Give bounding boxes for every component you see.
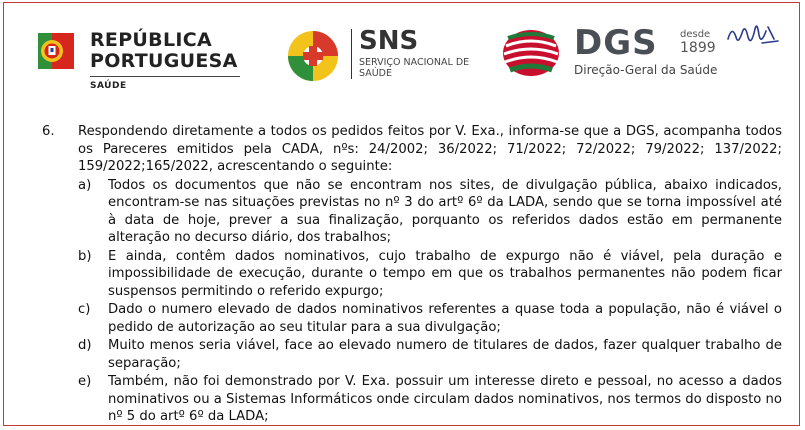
subitem-label: d)	[78, 338, 92, 353]
sns-emblem-icon	[286, 29, 340, 83]
item-number: 6.	[42, 124, 55, 139]
dgs-logo	[502, 25, 742, 85]
republica-portuguesa-wordmark	[90, 30, 238, 72]
portuguesa-line: PORTUGUESA	[90, 50, 238, 72]
subitem-label: a)	[78, 177, 92, 193]
item-text: Respondendo diretamente a todos os pedidos feitos por V. Exa., informa-se que a DGS, acompanha todos os Pareceres emitidos pela CADA, nºs: 24/2002; 36/2022; 71/2022; 72/2022; 79/2022; 137/2022; 159/2022;165/2022, acrescentando o seguinte:	[78, 124, 782, 174]
saude-label: SAÚDE	[90, 81, 127, 91]
dgs-since	[680, 29, 716, 55]
document-body	[42, 123, 782, 426]
subitem-text: Dado o numero elevado de dados nominativos referentes a quase toda a população, não é viável o pedido de autorização ao seu titular para a sua divulgação;	[108, 302, 782, 335]
subitem-label: b)	[78, 248, 92, 264]
subitem-text: Também, não foi demonstrado por V. Exa. possuir um interesse direto e pessoal, no acesso a dados nominativos ou a Sistemas Informáticos onde circulam dados nominativos, nos termos do disposto no nº 5 do artº 6º da LADA;	[108, 374, 782, 424]
subitem-e	[78, 373, 782, 426]
subitem-c	[78, 301, 782, 336]
divider	[351, 29, 352, 79]
dgs-title: DGS	[574, 23, 658, 63]
portuguese-coat-of-arms-icon	[38, 29, 78, 73]
divider	[90, 76, 240, 77]
sns-title: SNS	[359, 26, 419, 56]
dgs-subtitle: Direção-Geral da Saúde	[574, 63, 718, 77]
subitem-a	[78, 177, 782, 247]
list-item	[42, 123, 782, 176]
sns-subtitle: SERVIÇO NACIONAL DE SAÚDE	[359, 57, 470, 79]
sns-logo	[286, 27, 486, 87]
subitem-label: c)	[78, 302, 91, 317]
subitem-b	[78, 248, 782, 301]
dgs-emblem-icon	[502, 28, 560, 78]
republica-portuguesa-logo	[38, 27, 248, 97]
republica-line: REPÚBLICA	[90, 29, 212, 51]
subitem-text: E ainda, contêm dados nominativos, cujo trabalho de expurgo não é viável, pela duração e impossibilidade de execução, durante o tempo em que os trabalhos permanentes não podem ficar suspensos permitindo o referido expurgo;	[108, 248, 782, 299]
subitem-label: e)	[78, 374, 92, 389]
document-page	[3, 2, 800, 426]
subitem-text: Muito menos seria viável, face ao elevado numero de titulares de dados, fazer qualquer trabalho de separação;	[108, 338, 782, 371]
subitem-d	[78, 337, 782, 372]
dgs-since-year: 1899	[680, 40, 716, 56]
dgs-since-label: desde	[680, 29, 711, 40]
subitem-text: Todos os documentos que não se encontram nos sites, de divulgação pública, abaixo indicados, encontram-se nas situações previstas no nº 3 do artº 6º da LADA, sendo que se torna impossível até à data de hoje, prever a sua finalização, porquanto os referidos dados estão em permanente alteração no decurso diário, dos trabalhos;	[108, 177, 782, 245]
handwritten-signature-icon	[724, 17, 784, 53]
